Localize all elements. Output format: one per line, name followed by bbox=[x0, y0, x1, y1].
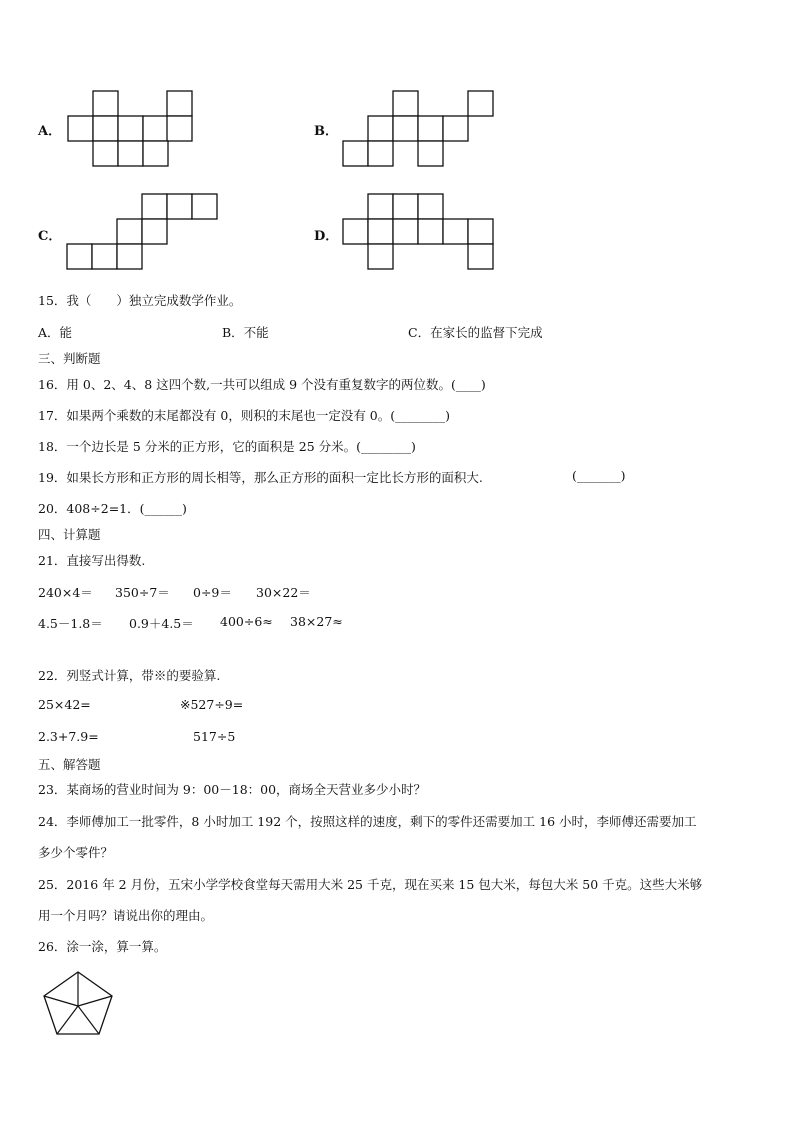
question-18: 18．一个边长是 5 分米的正方形，它的面积是 25 分米。(________) bbox=[38, 439, 416, 454]
question-15-option-c: C．在家长的监督下完成 bbox=[408, 325, 543, 340]
vertical-calc-item: 2.3+7.9= bbox=[38, 729, 99, 744]
calc-item: 350÷7＝ bbox=[115, 585, 170, 600]
net-d-figure bbox=[338, 188, 508, 273]
question-15-option-b: B．不能 bbox=[222, 325, 269, 340]
pentagon-figure bbox=[40, 966, 120, 1040]
question-19: 19．如果长方形和正方形的周长相等，那么正方形的面积一定比长方形的面积大. bbox=[38, 470, 483, 485]
calc-item: 240×4＝ bbox=[38, 585, 93, 600]
question-24-line-1: 24．李师傅加工一批零件，8 小时加工 192 个，按照这样的速度，剩下的零件还需要加工 16 小时，李师傅还需要加工 bbox=[38, 814, 697, 829]
calc-item: 4.5－1.8＝ bbox=[38, 616, 103, 631]
option-b-label: B． bbox=[314, 124, 338, 139]
question-21-title: 21．直接写出得数. bbox=[38, 553, 146, 568]
net-c-figure bbox=[60, 188, 230, 273]
calc-item: 0.9＋4.5＝ bbox=[129, 616, 194, 631]
question-24-line-2: 多少个零件？ bbox=[38, 845, 114, 860]
net-b-figure bbox=[338, 85, 498, 170]
question-16: 16．用 0、2、4、8 这四个数,一共可以组成 9 个没有重复数字的两位数。(____) bbox=[38, 377, 486, 392]
question-23: 23．某商场的营业时间为 9：00－18：00，商场全天营业多少小时？ bbox=[38, 782, 427, 797]
question-17: 17．如果两个乘数的末尾都没有 0，则积的末尾也一定没有 0。(________) bbox=[38, 408, 451, 423]
question-25-line-2: 用一个月吗？请说出你的理由。 bbox=[38, 908, 214, 923]
option-a-label: A． bbox=[38, 124, 62, 139]
vertical-calc-item: 517÷5 bbox=[193, 729, 236, 744]
section-heading-3: 三、判断题 bbox=[38, 351, 101, 366]
calc-item: 30×22＝ bbox=[256, 585, 311, 600]
question-15: 15．我（ ）独立完成数学作业。 bbox=[38, 293, 242, 308]
calc-item: 38×27≈ bbox=[290, 614, 343, 629]
calc-item: 0÷9＝ bbox=[193, 585, 232, 600]
vertical-calc-item: 25×42= bbox=[38, 697, 91, 712]
vertical-calc-item: ※527÷9= bbox=[180, 697, 244, 712]
question-19-blank: (_______) bbox=[572, 468, 626, 483]
calc-item: 400÷6≈ bbox=[220, 614, 273, 629]
section-heading-4: 四、计算题 bbox=[38, 527, 101, 542]
section-heading-5: 五、解答题 bbox=[38, 757, 101, 772]
option-c-label: C． bbox=[38, 229, 62, 244]
question-26: 26．涂一涂，算一算。 bbox=[38, 939, 167, 954]
net-a-figure bbox=[60, 85, 200, 170]
question-15-option-a: A．能 bbox=[38, 325, 73, 340]
question-25-line-1: 25．2016 年 2 月份，五宋小学学校食堂每天需用大米 25 千克，现在买来 15 包大米，每包大米 50 千克。这些大米够 bbox=[38, 877, 703, 892]
option-d-label: D． bbox=[314, 229, 339, 244]
question-22-title: 22．列竖式计算，带※的要验算. bbox=[38, 668, 221, 683]
question-20: 20．408÷2=1．(______) bbox=[38, 501, 187, 516]
